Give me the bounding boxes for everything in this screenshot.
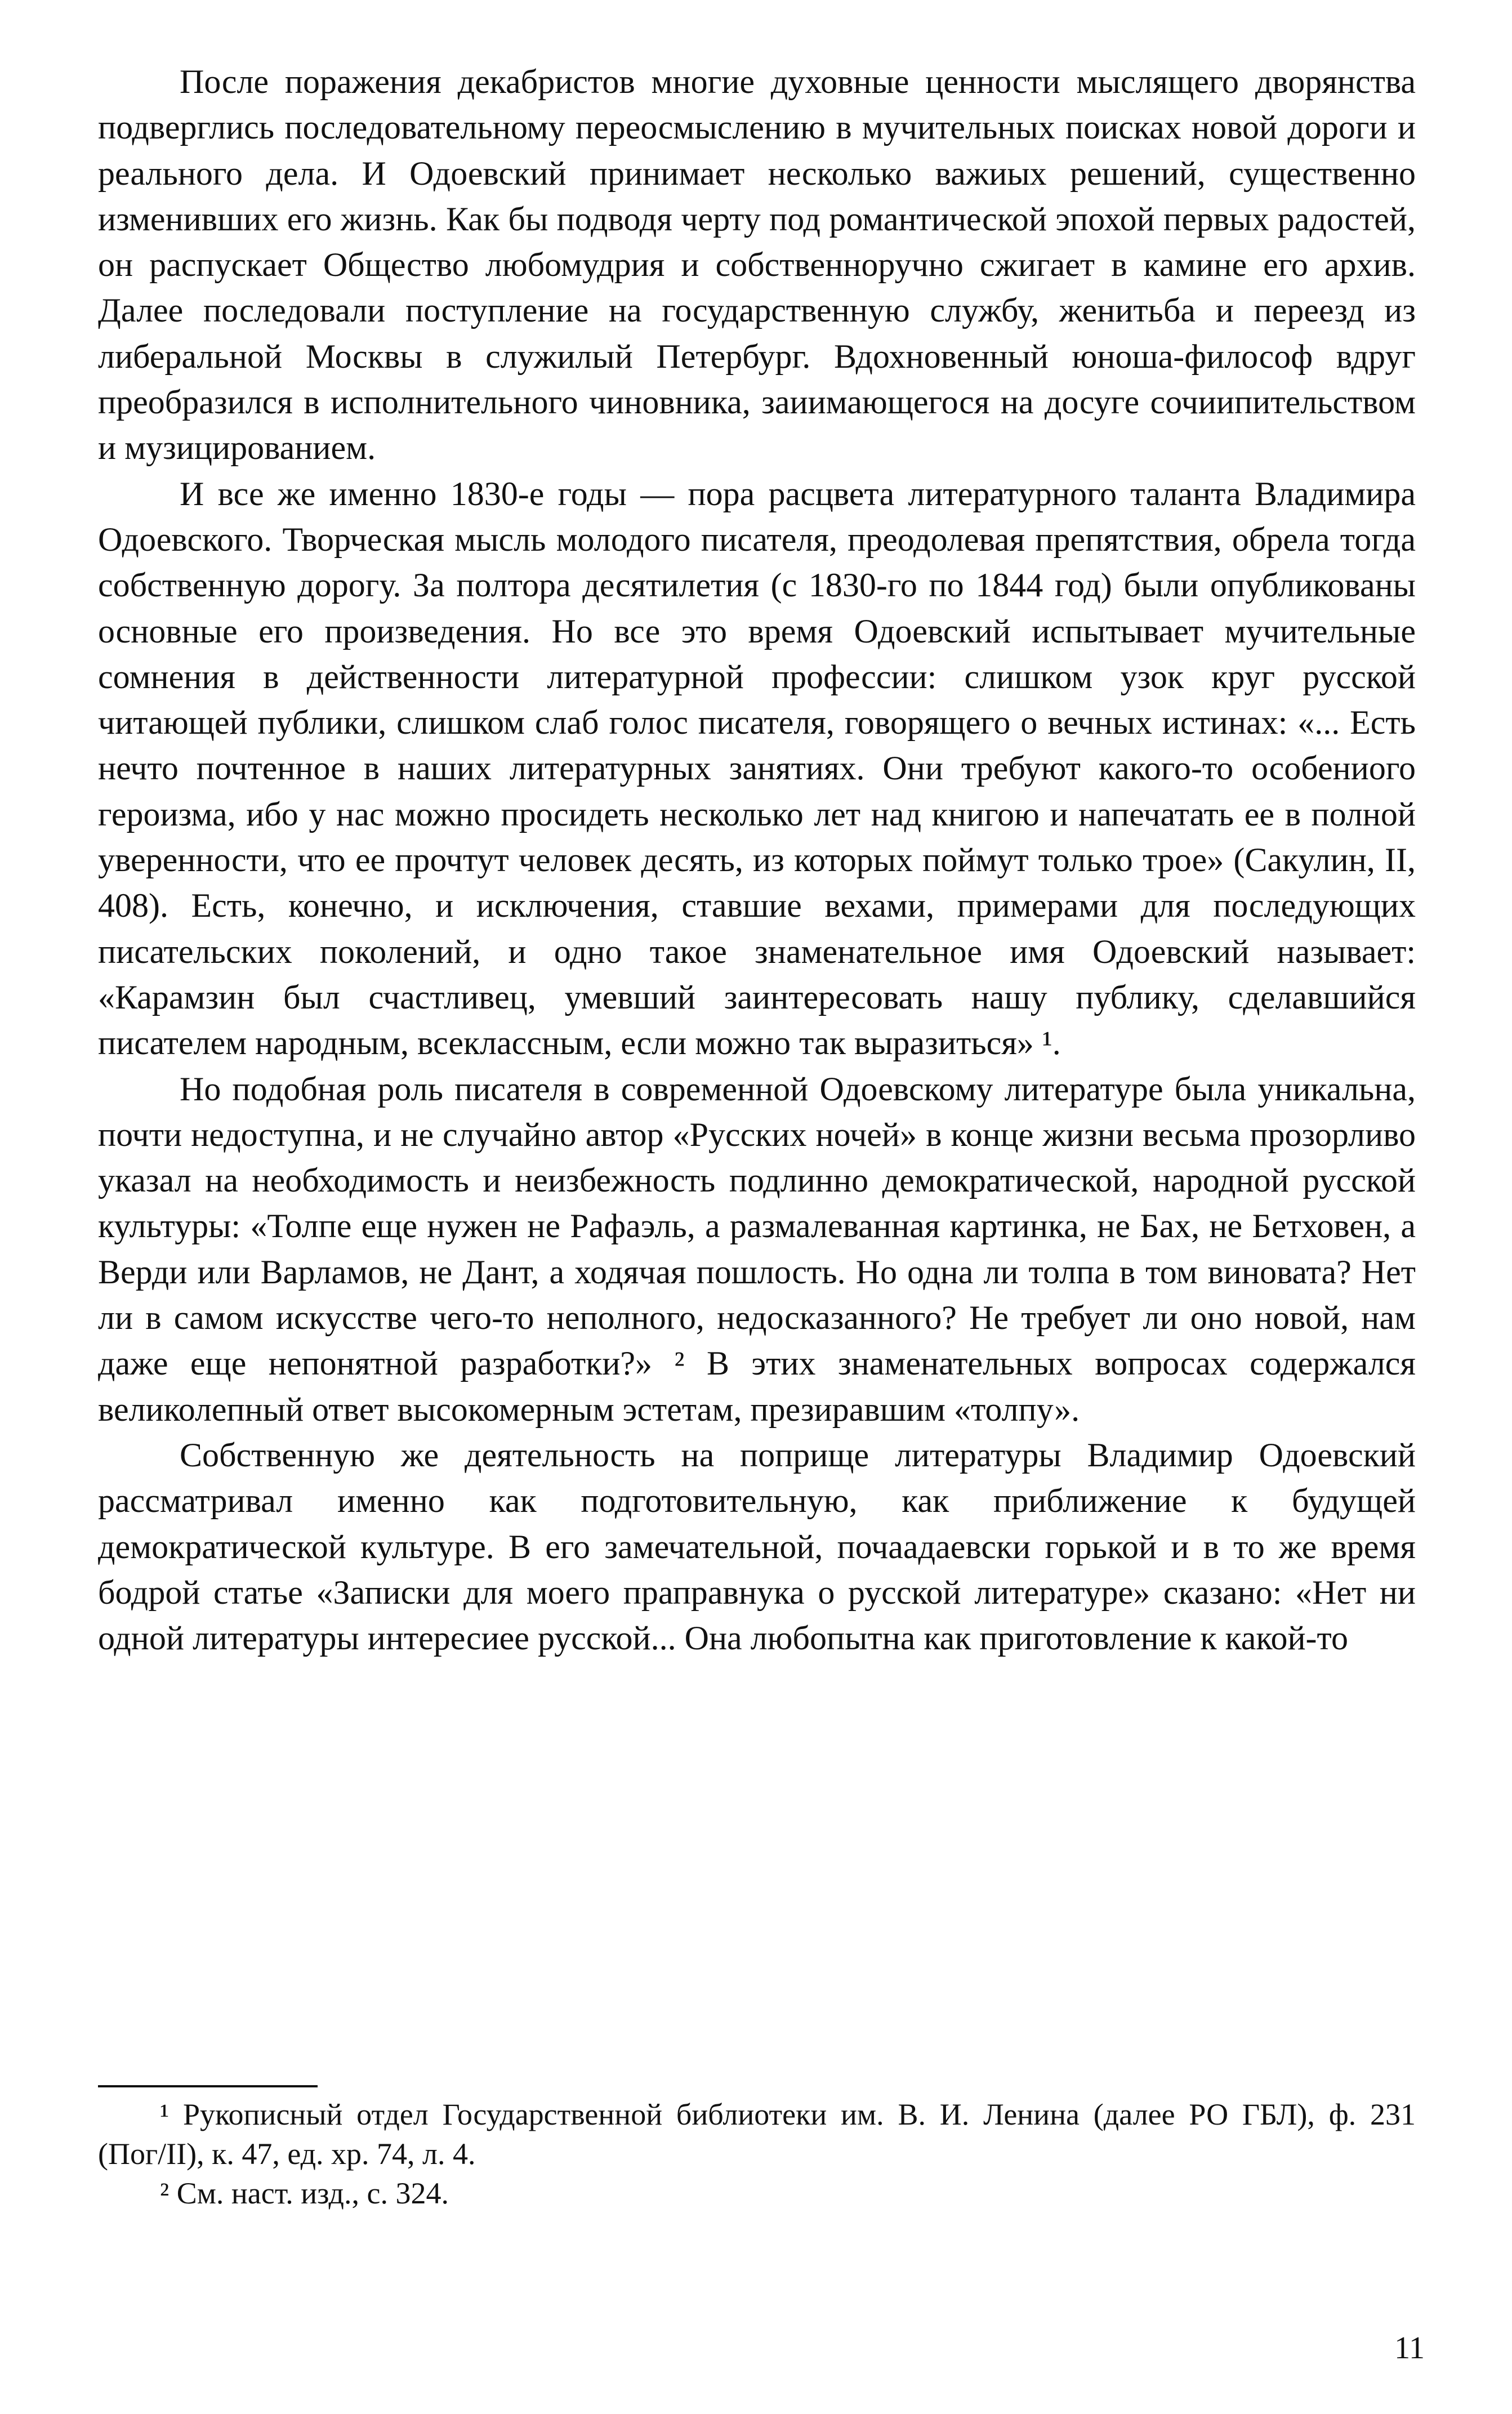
paragraph-4: Собственную же деятельность на поприще литературы Владимир Одоевский рассматривал именно как подготовительную, как приближение к будущей демократической культуре. В его замечательной, почаадаевски горькой и в то же время бодрой статье «Записки для моего праправнука о русской литературе» сказано: «Нет ни одной литературы интересиее русской... Она любопытна как приготовление к какой-то (98, 1436, 1416, 1657)
footnotes (98, 2095, 1416, 2213)
paragraph-2: И все же именно 1830-е годы — пора расцвета литературного таланта Владимира Одоевского. Творческая мысль молодого писателя, преодолевая препятствия, обрела тогда собственную дорогу. За полтора десятилетия (с 1830-го по 1844 год) были опубликованы основные его произведения. Но все это время Одоевский испытывает мучительные сомнения в действенности литературной профессии: слишком узок круг русской читающей публики, слишком слаб голос писателя, говорящего о вечных истинах: «... Есть нечто почтенное в наших литературных занятиях. Они требуют какого-то особениого героизма, ибо у нас можно просидеть несколько лет над книгою и напечатать ее в полной уверенности, что ее прочтут человек десять, из которых поймут только трое» (Сакулин, II, 408). Есть, конечно, и исключения, ставшие вехами, примерами для последующих писательских поколений, и одно такое знаменательное имя Одоевский называет: «Карамзин был счастливец, умевший заинтересовать нашу публику, сделавшийся писателем народным, всеклассным, если можно так выразиться» ¹. (98, 475, 1416, 1062)
footnote-1: ¹ Рукописный отдел Государственной библиотеки им. В. И. Ленина (далее РО ГБЛ), ф. 231 (Пог/II), к. 47, ед. хр. 74, л. 4. (98, 2098, 1416, 2171)
paragraph-1: После поражения декабристов многие духовные ценности мыслящего дворянства подверглись последовательному переосмыслению в мучительных поисках новой дороги и реального дела. И Одоевский принимает несколько важиых решений, существенно изменивших его жизнь. Как бы подводя черту под романтической эпохой первых радостей, он распускает Общество любомудрия и собственноручно сжигает в камине его архив. Далее последовали поступление на государственную службу, женитьба и переезд из либеральной Москвы в служилый Петербург. Вдохновенный юноша-философ вдруг преобразился в исполнительного чиновника, заиимающегося на досуге сочиипительством и музицированием. (98, 63, 1416, 467)
paragraph-3: Но подобная роль писателя в современной Одоевскому литературе была уникальна, почти недоступна, и не случайно автор «Русских ночей» в конце жизни весьма прозорливо указал на необходимость и неизбежность подлинно демократической, народной русской культуры: «Толпе еще нужен не Рафаэль, а размалеванная картинка, не Бах, не Бетховен, а Верди или Варламов, не Дант, а ходячая пошлость. Но одна ли толпа в том виновата? Нет ли в самом искусстве чего-то неполного, недосказанного? Не требует ли оно новой, нам даже еще непонятной разработки?» ² В этих знаменательных вопросах содержался великолепный ответ высокомерным эстетам, презиравшим «толпу». (98, 1070, 1416, 1428)
footnote-separator (98, 2085, 318, 2087)
footnote-2: ² См. наст. изд., с. 324. (160, 2176, 449, 2210)
main-text (98, 59, 1416, 1661)
page-number: 11 (1394, 2331, 1425, 2366)
